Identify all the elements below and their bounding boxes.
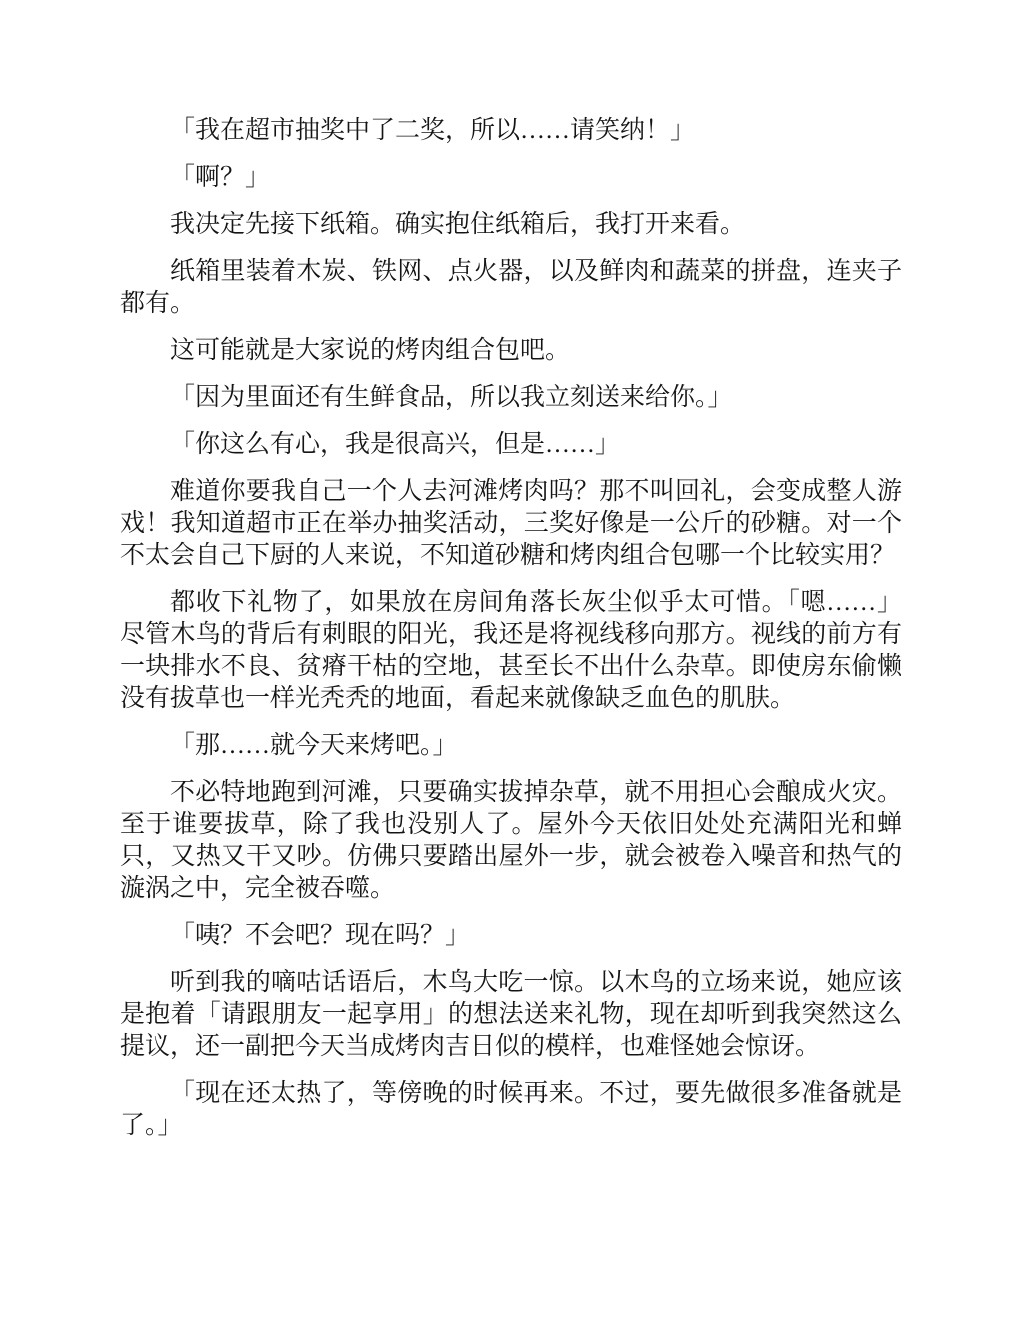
- dialogue-paragraph: 「那……就今天来烤吧。」: [170, 732, 458, 759]
- dialogue-paragraph: 「啊？」: [170, 164, 271, 191]
- narration-paragraph: 这可能就是大家说的烤肉组合包吧。: [170, 337, 571, 364]
- dialogue-paragraph: 「你这么有心，我是很高兴，但是……」: [170, 431, 621, 458]
- narration-paragraph: 纸箱里装着木炭、铁网、点火器，以及鲜肉和蔬菜的拼盘，连夹子都有。: [120, 258, 902, 317]
- narration-paragraph: 难道你要我自己一个人去河滩烤肉吗？那不叫回礼，会变成整人游戏！我知道超市正在举办抽奖活动，三奖好像是一公斤的砂糖。对一个不太会自己下厨的人来说，不知道砂糖和烤肉组合包哪一个比较实用？: [120, 478, 902, 569]
- narration-paragraph: 都收下礼物了，如果放在房间角落长灰尘似乎太可惜。「嗯……」尽管木鸟的背后有刺眼的阳光，我还是将视线移向那方。视线的前方有一块排水不良、贫瘠干枯的空地，甚至长不出什么杂草。即使房东偷懒没有拔草也一样光秃秃的地面，看起来就像缺乏血色的肌肤。: [120, 589, 902, 712]
- text-content: [120, 115, 902, 1142]
- dialogue-paragraph: 「咦？不会吧？现在吗？」: [170, 922, 471, 949]
- narration-paragraph: 听到我的嘀咕话语后，木鸟大吃一惊。以木鸟的立场来说，她应该是抱着「请跟朋友一起享用」的想法送来礼物，现在却听到我突然这么提议，还一副把今天当成烤肉吉日似的模样，也难怪她会惊讶。: [120, 969, 902, 1060]
- dialogue-paragraph: 「我在超市抽奖中了二奖，所以……请笑纳！」: [170, 117, 696, 144]
- dialogue-paragraph: 「因为里面还有生鲜食品，所以我立刻送来给你。」: [170, 384, 733, 411]
- dialogue-paragraph: 「现在还太热了，等傍晚的时候再来。不过，要先做很多准备就是了。」: [120, 1080, 902, 1139]
- narration-paragraph: 我决定先接下纸箱。确实抱住纸箱后，我打开来看。: [170, 211, 746, 238]
- narration-paragraph: 不必特地跑到河滩，只要确实拔掉杂草，就不用担心会酿成火灾。至于谁要拔草，除了我也没别人了。屋外今天依旧处处充满阳光和蝉只，又热又干又吵。仿佛只要踏出屋外一步，就会被卷入噪音和热气的漩涡之中，完全被吞噬。: [120, 779, 902, 902]
